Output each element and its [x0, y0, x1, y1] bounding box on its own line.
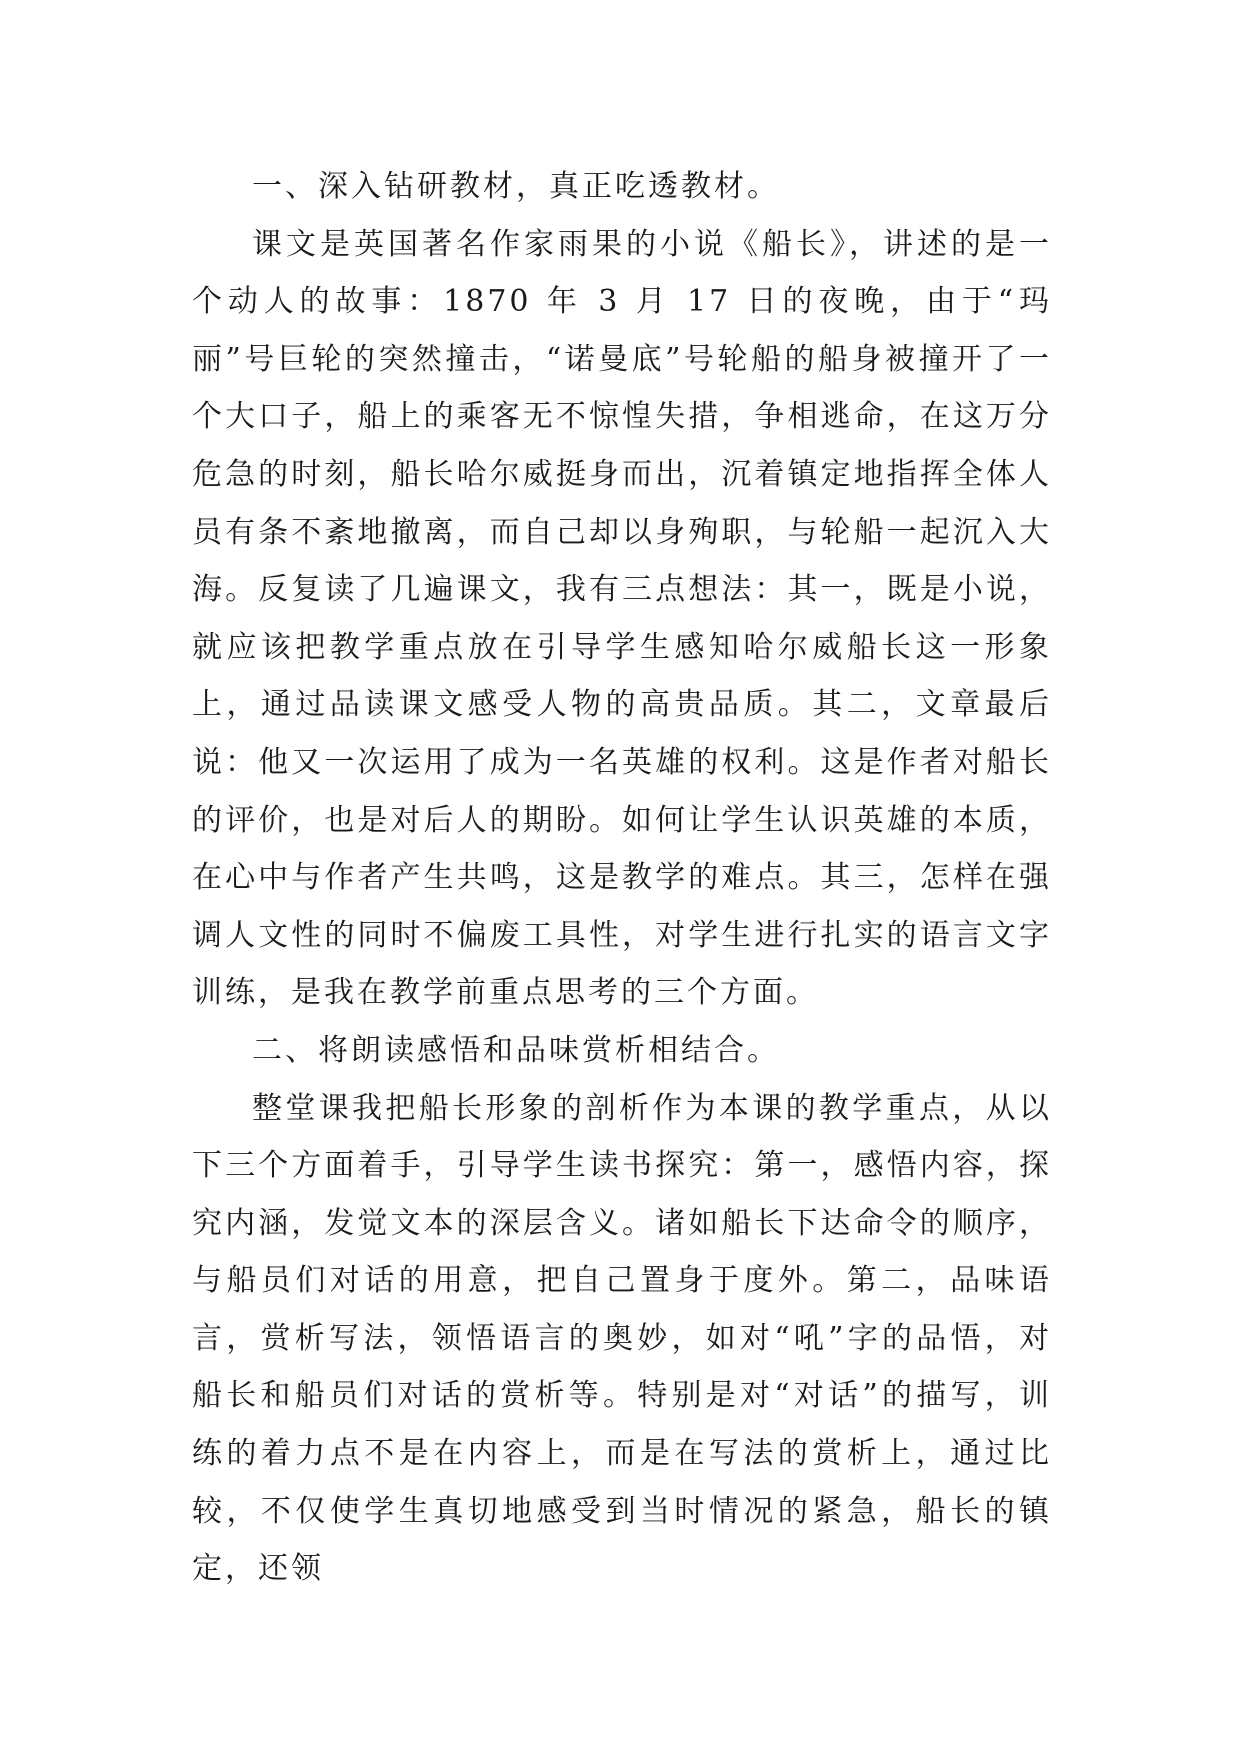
section-heading-1: 一、深入钻研教材，真正吃透教材。	[252, 169, 780, 204]
section-heading-2: 二、将朗读感悟和品味赏析相结合。	[252, 1032, 780, 1068]
paragraph-2: 整堂课我把船长形象的剖析作为本课的教学重点，从以下三个方面着手，引导学生读书探究：第一，感悟内容，探究内涵，发觉文本的深层含义。诸如船长下达命令的顺序，与船员们对话的用意，把自己置身于度外。第二，品味语言，赏析写法，领悟语言的奥妙，如对“吼”字的品悟，对船长和船员们对话的赏析等。特别是对“对话”的描写，训练的着力点不是在内容上，而是在写法的赏析上，通过比较，不仅使学生真切地感受到当时情况的紧急，船长的镇定，还领	[192, 1090, 1052, 1587]
document-body	[192, 158, 1052, 1598]
paragraph-1: 课文是英国著名作家雨果的小说《船长》，讲述的是一个动人的故事：1870 年 3 月 17 日的夜晚，由于“玛丽”号巨轮的突然撞击，“诺曼底”号轮船的船身被撞开了一个大口子，船上的乘客无不惊惶失措，争相逃命，在这万分危急的时刻，船长哈尔威挺身而出，沉着镇定地指挥全体人员有条不紊地撤离，而自己却以身殉职，与轮船一起沉入大海。反复读了几遍课文，我有三点想法：其一，既是小说，就应该把教学重点放在引导学生感知哈尔威船长这一形象上，通过品读课文感受人物的高贵品质。其二，文章最后说：他又一次运用了成为一名英雄的权利。这是作者对船长的评价，也是对后人的期盼。如何让学生认识英雄的本质，在心中与作者产生共鸣，这是教学的难点。其三，怎样在强调人文性的同时不偏废工具性，对学生进行扎实的语言文字训练，是我在教学前重点思考的三个方面。	[192, 226, 1052, 1011]
